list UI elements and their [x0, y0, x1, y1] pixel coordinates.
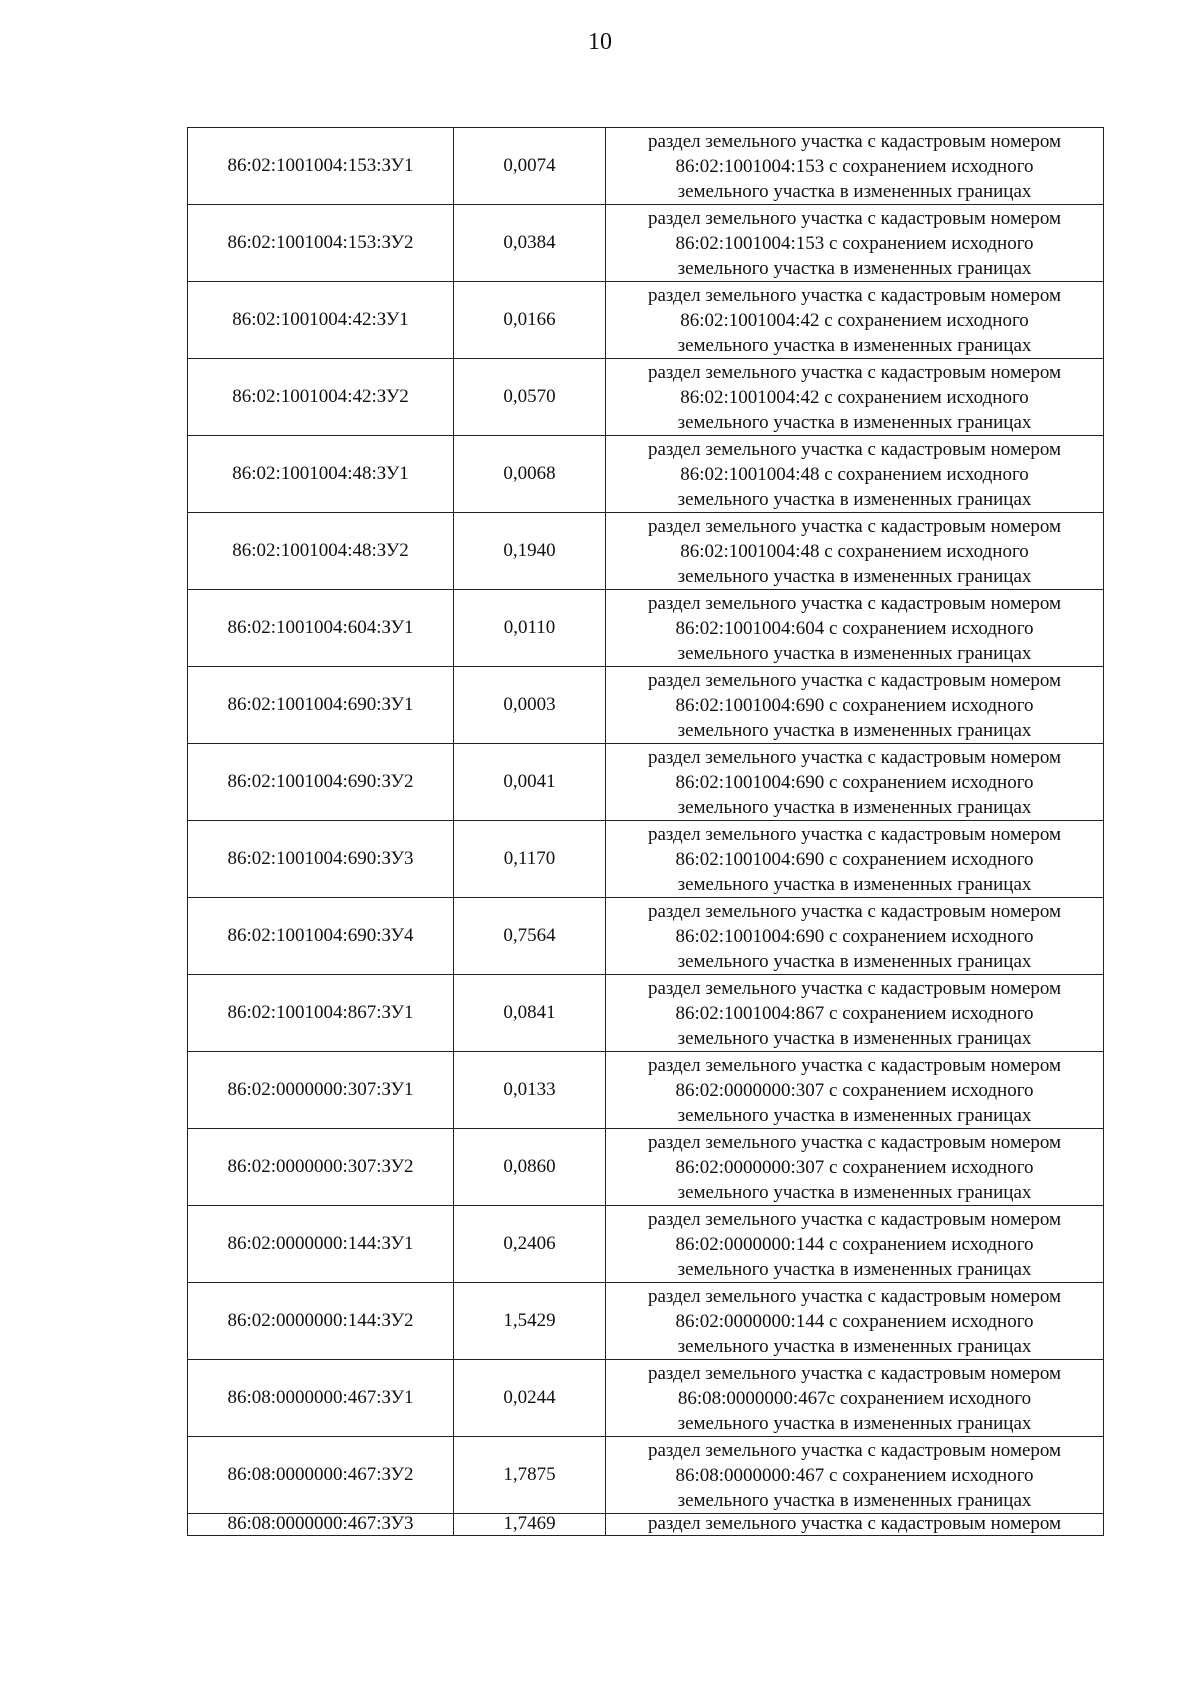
- description-cell: [606, 898, 1104, 975]
- cadastral-number-cell: 86:02:1001004:604:ЗУ1: [188, 590, 454, 667]
- description-line: раздел земельного участка с кадастровым номером: [647, 900, 1062, 922]
- cadastral-number-cell: 86:02:1001004:153:ЗУ1: [188, 128, 454, 205]
- description-line: земельного участка в измененных границах: [677, 411, 1032, 433]
- description-cell: [606, 744, 1104, 821]
- description-line: раздел земельного участка с кадастровым номером: [647, 669, 1062, 691]
- description-line: раздел земельного участка с кадастровым номером: [647, 1131, 1062, 1153]
- table-row: [188, 359, 1104, 436]
- description-line: раздел земельного участка с кадастровым номером: [647, 1362, 1062, 1384]
- description-line: земельного участка в измененных границах: [677, 1027, 1032, 1049]
- description-cell: [606, 1514, 1104, 1536]
- description-line: 86:02:1001004:153 с сохранением исходного: [675, 155, 1034, 177]
- cadastral-number-cell: 86:02:0000000:144:ЗУ2: [188, 1283, 454, 1360]
- table-row: [188, 1360, 1104, 1437]
- description-line: 86:02:1001004:604 с сохранением исходного: [675, 617, 1034, 639]
- description-line: земельного участка в измененных границах: [677, 950, 1032, 972]
- area-cell: 1,7469: [454, 1514, 606, 1536]
- table-row: [188, 821, 1104, 898]
- description-line: 86:08:0000000:467 с сохранением исходного: [675, 1464, 1034, 1486]
- description-line: 86:08:0000000:467с сохранением исходного: [677, 1387, 1032, 1409]
- description-cell: [606, 205, 1104, 282]
- area-cell: 0,0244: [454, 1360, 606, 1437]
- description-cell: [606, 1129, 1104, 1206]
- area-cell: 0,0003: [454, 667, 606, 744]
- description-line: 86:02:0000000:307 с сохранением исходного: [675, 1079, 1034, 1101]
- cadastral-number-cell: 86:02:1001004:690:ЗУ1: [188, 667, 454, 744]
- description-line: раздел земельного участка с кадастровым номером: [647, 1513, 1062, 1534]
- description-cell: [606, 359, 1104, 436]
- page-number: 10: [588, 29, 612, 55]
- description-line: земельного участка в измененных границах: [677, 1104, 1032, 1126]
- table-row: [188, 1129, 1104, 1206]
- table-row: [188, 590, 1104, 667]
- description-line: земельного участка в измененных границах: [677, 1489, 1032, 1511]
- cadastral-number-cell: 86:02:1001004:690:ЗУ4: [188, 898, 454, 975]
- description-line: раздел земельного участка с кадастровым номером: [647, 977, 1062, 999]
- description-line: раздел земельного участка с кадастровым номером: [647, 361, 1062, 383]
- description-line: раздел земельного участка с кадастровым номером: [647, 207, 1062, 229]
- description-line: земельного участка в измененных границах: [677, 1335, 1032, 1357]
- description-line: земельного участка в измененных границах: [677, 796, 1032, 818]
- area-cell: 0,0074: [454, 128, 606, 205]
- table-row: [188, 1437, 1104, 1514]
- cadastral-number-cell: 86:02:1001004:867:ЗУ1: [188, 975, 454, 1052]
- cadastral-number-cell: 86:02:1001004:153:ЗУ2: [188, 205, 454, 282]
- cadastral-number-cell: 86:02:1001004:48:ЗУ1: [188, 436, 454, 513]
- description-cell: [606, 128, 1104, 205]
- cadastral-number-cell: 86:02:1001004:690:ЗУ2: [188, 744, 454, 821]
- description-cell: [606, 821, 1104, 898]
- cadastral-number-cell: 86:02:1001004:690:ЗУ3: [188, 821, 454, 898]
- area-cell: 0,0570: [454, 359, 606, 436]
- area-cell: 0,7564: [454, 898, 606, 975]
- area-cell: 0,0133: [454, 1052, 606, 1129]
- description-line: раздел земельного участка с кадастровым номером: [647, 438, 1062, 460]
- description-line: 86:02:1001004:42 с сохранением исходного: [680, 309, 1029, 331]
- area-cell: 0,0166: [454, 282, 606, 359]
- description-line: земельного участка в измененных границах: [677, 1181, 1032, 1203]
- description-line: земельного участка в измененных границах: [677, 488, 1032, 510]
- description-line: раздел земельного участка с кадастровым номером: [647, 1439, 1062, 1461]
- description-line: раздел земельного участка с кадастровым номером: [647, 130, 1062, 152]
- description-line: 86:02:1001004:867 с сохранением исходного: [675, 1002, 1034, 1024]
- description-line: 86:02:1001004:690 с сохранением исходного: [675, 771, 1034, 793]
- area-cell: 0,1170: [454, 821, 606, 898]
- description-line: земельного участка в измененных границах: [677, 334, 1032, 356]
- table-row: [188, 282, 1104, 359]
- area-cell: 0,0110: [454, 590, 606, 667]
- description-line: раздел земельного участка с кадастровым номером: [647, 515, 1062, 537]
- area-cell: 0,0041: [454, 744, 606, 821]
- cadastral-number-cell: 86:02:1001004:42:ЗУ1: [188, 282, 454, 359]
- area-cell: 0,0068: [454, 436, 606, 513]
- description-line: земельного участка в измененных границах: [677, 719, 1032, 741]
- table-row: [188, 1206, 1104, 1283]
- table-row: [188, 1283, 1104, 1360]
- description-line: раздел земельного участка с кадастровым номером: [647, 284, 1062, 306]
- description-line: земельного участка в измененных границах: [677, 1258, 1032, 1280]
- description-line: раздел земельного участка с кадастровым номером: [647, 1285, 1062, 1307]
- description-cell: [606, 1052, 1104, 1129]
- area-cell: 0,0841: [454, 975, 606, 1052]
- description-cell: [606, 1283, 1104, 1360]
- area-cell: 1,7875: [454, 1437, 606, 1514]
- cadastral-number-cell: 86:08:0000000:467:ЗУ1: [188, 1360, 454, 1437]
- cadastral-number-cell: 86:02:0000000:307:ЗУ1: [188, 1052, 454, 1129]
- area-cell: 0,2406: [454, 1206, 606, 1283]
- description-line: раздел земельного участка с кадастровым номером: [647, 746, 1062, 768]
- table-row: [188, 898, 1104, 975]
- description-line: 86:02:0000000:144 с сохранением исходного: [675, 1310, 1034, 1332]
- cadastral-number-cell: 86:08:0000000:467:ЗУ2: [188, 1437, 454, 1514]
- area-cell: 0,1940: [454, 513, 606, 590]
- description-line: земельного участка в измененных границах: [677, 180, 1032, 202]
- table-row: [188, 975, 1104, 1052]
- description-line: 86:02:1001004:42 с сохранением исходного: [680, 386, 1029, 408]
- description-line: земельного участка в измененных границах: [677, 257, 1032, 279]
- description-line: 86:02:1001004:48 с сохранением исходного: [680, 463, 1029, 485]
- table-row: [188, 744, 1104, 821]
- description-cell: [606, 436, 1104, 513]
- table-row: [188, 667, 1104, 744]
- parcels-table: [187, 127, 1104, 1536]
- description-cell: [606, 1360, 1104, 1437]
- area-cell: 0,0860: [454, 1129, 606, 1206]
- description-line: 86:02:1001004:153 с сохранением исходного: [675, 232, 1034, 254]
- cadastral-number-cell: 86:08:0000000:467:ЗУ3: [188, 1514, 454, 1536]
- description-line: 86:02:1001004:690 с сохранением исходного: [675, 694, 1034, 716]
- description-line: земельного участка в измененных границах: [677, 565, 1032, 587]
- description-line: раздел земельного участка с кадастровым номером: [647, 1054, 1062, 1076]
- description-cell: [606, 282, 1104, 359]
- description-line: 86:02:1001004:690 с сохранением исходного: [675, 925, 1034, 947]
- cadastral-number-cell: 86:02:0000000:144:ЗУ1: [188, 1206, 454, 1283]
- description-cell: [606, 513, 1104, 590]
- description-line: 86:02:0000000:307 с сохранением исходного: [675, 1156, 1034, 1178]
- table-row: [188, 205, 1104, 282]
- table-row: [188, 513, 1104, 590]
- parcels-table-body: [188, 128, 1104, 1536]
- table-row: [188, 128, 1104, 205]
- description-cell: [606, 667, 1104, 744]
- area-cell: 0,0384: [454, 205, 606, 282]
- description-line: земельного участка в измененных границах: [677, 642, 1032, 664]
- description-line: раздел земельного участка с кадастровым номером: [647, 1208, 1062, 1230]
- description-line: земельного участка в измененных границах: [677, 1412, 1032, 1434]
- description-line: земельного участка в измененных границах: [677, 873, 1032, 895]
- description-cell: [606, 975, 1104, 1052]
- table-row: [188, 1052, 1104, 1129]
- area-cell: 1,5429: [454, 1283, 606, 1360]
- description-line: раздел земельного участка с кадастровым номером: [647, 592, 1062, 614]
- description-line: раздел земельного участка с кадастровым номером: [647, 823, 1062, 845]
- description-cell: [606, 590, 1104, 667]
- cadastral-number-cell: 86:02:0000000:307:ЗУ2: [188, 1129, 454, 1206]
- cadastral-number-cell: 86:02:1001004:48:ЗУ2: [188, 513, 454, 590]
- description-line: 86:02:1001004:48 с сохранением исходного: [680, 540, 1029, 562]
- table-row: [188, 436, 1104, 513]
- table-row: [188, 1514, 1104, 1536]
- description-cell: [606, 1206, 1104, 1283]
- cadastral-number-cell: 86:02:1001004:42:ЗУ2: [188, 359, 454, 436]
- description-line: 86:02:1001004:690 с сохранением исходного: [675, 848, 1034, 870]
- description-cell: [606, 1437, 1104, 1514]
- description-line: 86:02:0000000:144 с сохранением исходного: [675, 1233, 1034, 1255]
